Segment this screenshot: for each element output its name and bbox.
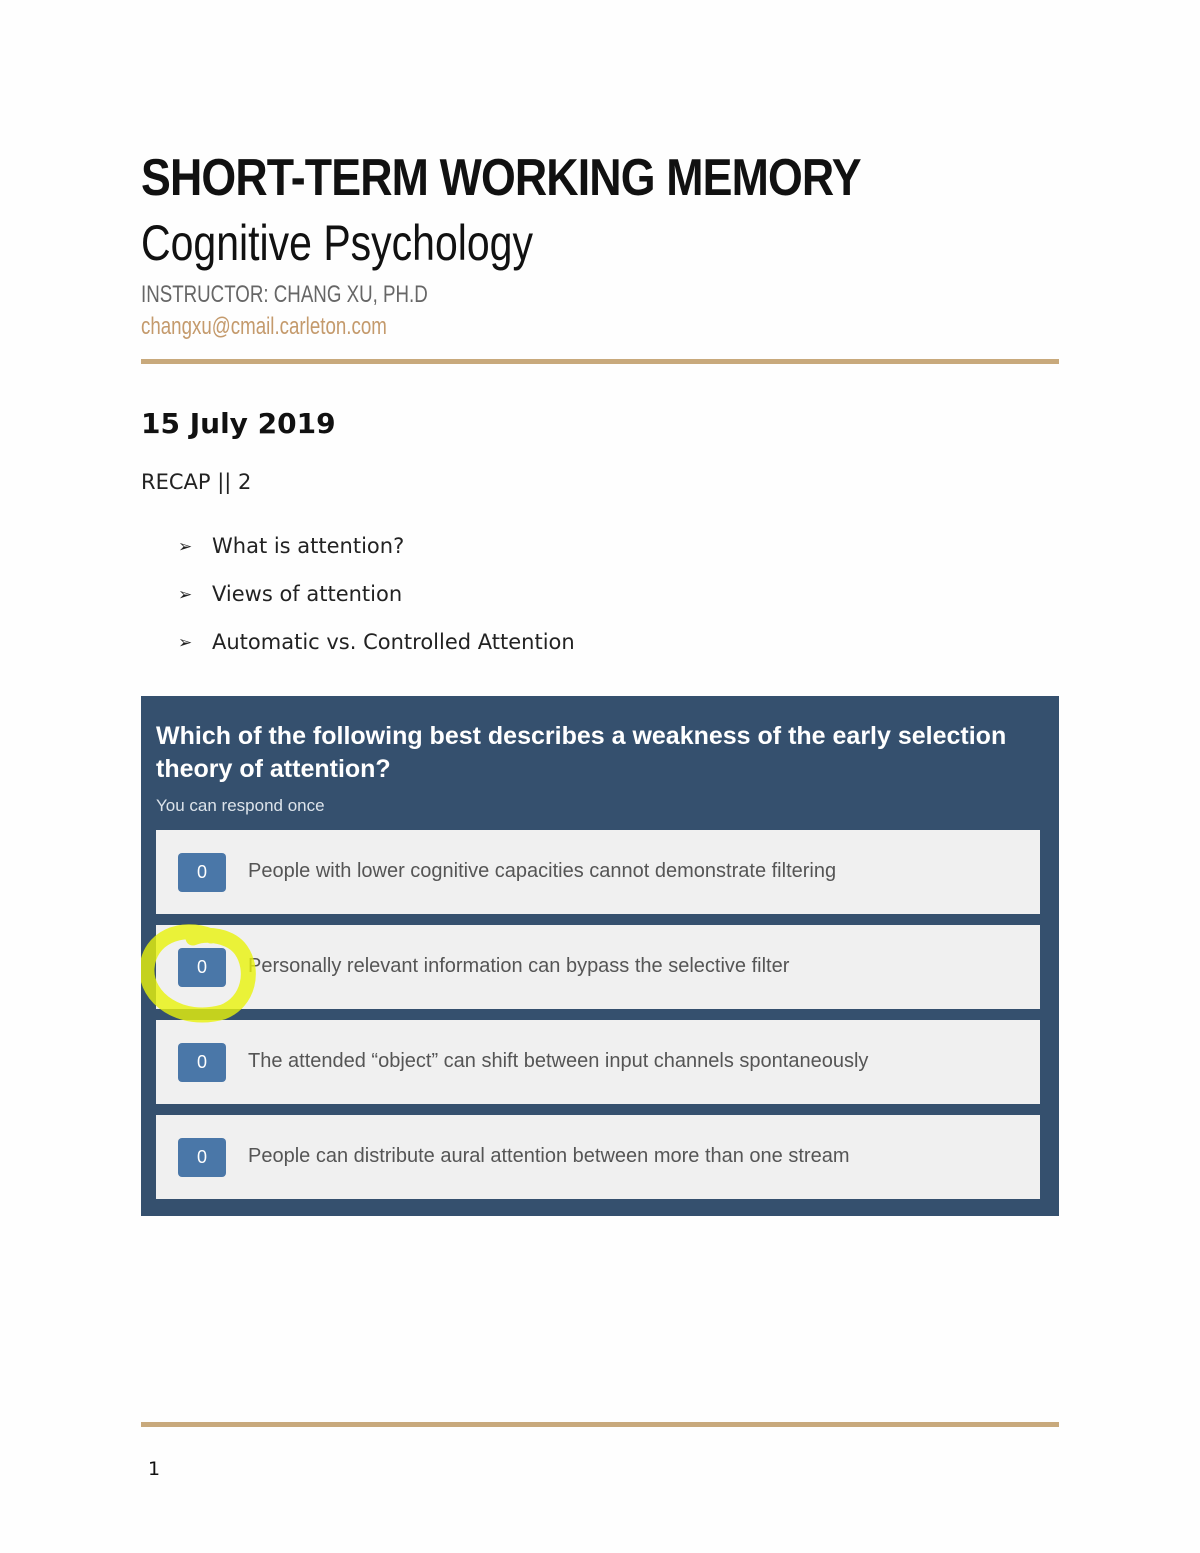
recap-heading: RECAP || 2 <box>141 470 252 494</box>
recap-list <box>178 534 575 678</box>
poll-option-label: Personally relevant information can bypass the selective filter <box>248 955 790 977</box>
poll-option-label: People can distribute aural attention between more than one stream <box>248 1145 850 1167</box>
footer-divider <box>141 1422 1059 1427</box>
vote-count-badge: 0 <box>178 1043 226 1082</box>
highlighter-circle-annotation <box>141 920 261 1032</box>
document-title: SHORT-TERM WORKING MEMORY <box>141 149 861 207</box>
poll-question: Which of the following best describes a weakness of the early selection theory of attention? <box>156 722 1007 783</box>
list-item-text: What is attention? <box>212 534 405 558</box>
instructor-line: INSTRUCTOR: CHANG XU, PH.D <box>141 281 428 308</box>
poll-option[interactable] <box>156 1020 1040 1104</box>
list-item <box>178 630 575 678</box>
vote-count-badge: 0 <box>178 853 226 892</box>
poll-option[interactable] <box>156 925 1040 1009</box>
poll-option-label: The attended “object” can shift between input channels spontaneously <box>248 1050 869 1072</box>
poll-option[interactable] <box>156 1115 1040 1199</box>
list-item <box>178 534 575 582</box>
page-number: 1 <box>148 1458 161 1480</box>
poll-option[interactable] <box>156 830 1040 914</box>
vote-count-badge: 0 <box>178 1138 226 1177</box>
list-item-text: Views of attention <box>212 582 403 606</box>
instructor-email: changxu@cmail.carleton.com <box>141 313 387 340</box>
list-item-text: Automatic vs. Controlled Attention <box>212 630 575 654</box>
lecture-date: 15 July 2019 <box>141 407 336 440</box>
poll-panel <box>141 696 1059 1216</box>
list-item <box>178 582 575 630</box>
arrow-bullet-icon: ➢ <box>178 537 193 557</box>
poll-option-label: People with lower cognitive capacities cannot demonstrate filtering <box>248 860 837 882</box>
course-name: Cognitive Psychology <box>141 215 533 271</box>
arrow-bullet-icon: ➢ <box>178 585 193 605</box>
arrow-bullet-icon: ➢ <box>178 633 193 653</box>
poll-response-note: You can respond once <box>156 796 325 815</box>
vote-count-badge: 0 <box>178 948 226 987</box>
header-divider <box>141 359 1059 364</box>
